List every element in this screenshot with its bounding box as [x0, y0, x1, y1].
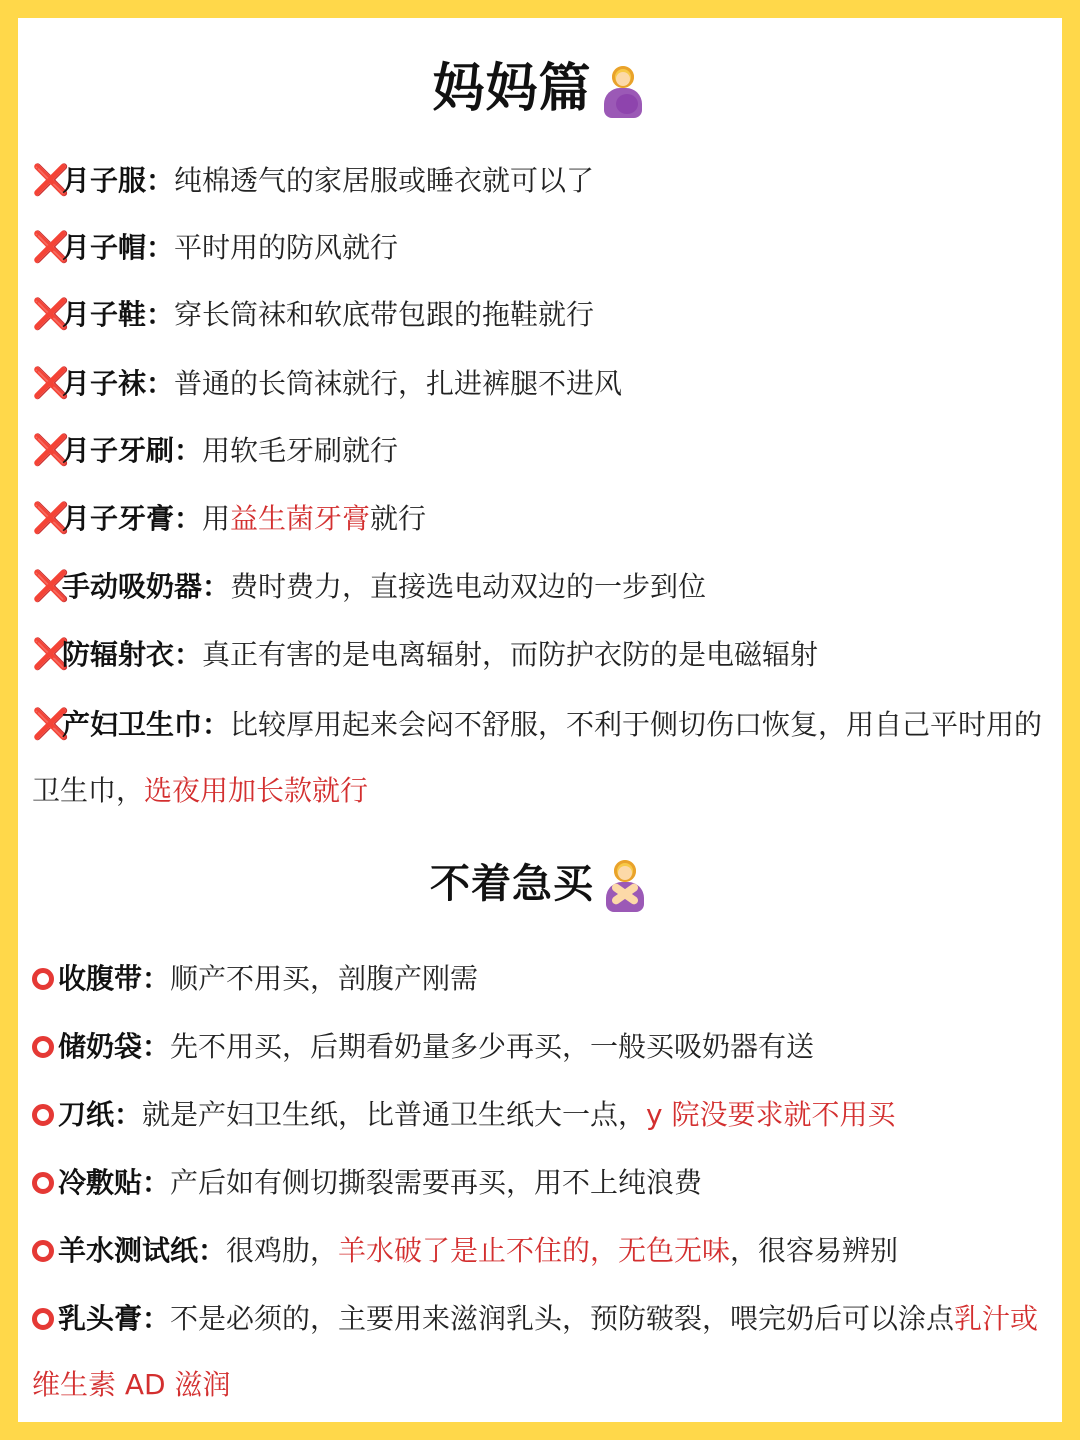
mom-item-radiation-suit: [32, 622, 1050, 688]
later-item-milk-bag: [32, 1014, 1050, 1080]
later-item-nipple-cream: [32, 1286, 1050, 1418]
item-label: 乳头膏：: [58, 1302, 171, 1335]
item-text-after: ，很容易辨别: [730, 1234, 899, 1267]
item-text: 就是产妇卫生纸，比普通卫生纸大一点，: [142, 1098, 647, 1131]
item-label: 储奶袋：: [58, 1030, 171, 1063]
mom-item-clothes: [32, 148, 1050, 214]
later-item-paper: [32, 1082, 1050, 1148]
gesturing-no-icon: [600, 858, 650, 914]
item-text: 不是必须的，主要用来滋润乳头，预防皲裂，喂完奶后可以涂点: [170, 1302, 955, 1335]
later-item-amniotic-test: [32, 1218, 1050, 1284]
mom-item-sanitary-pad: [32, 692, 1050, 824]
mom-section-title: [18, 54, 1062, 124]
item-label: 收腹带：: [58, 962, 171, 995]
cross-mark-icon: ❌: [32, 637, 70, 672]
cross-mark-icon: ❌: [32, 707, 70, 742]
cross-mark-icon: ❌: [32, 433, 70, 468]
circle-mark-icon: [32, 1240, 54, 1262]
item-text: 先不用买，后期看奶量多少再买，一般买吸奶器有送: [170, 1030, 815, 1063]
item-label: 冷敷贴：: [58, 1166, 171, 1199]
mom-item-toothbrush: [32, 418, 1050, 484]
item-text: 产后如有侧切撕裂需要再买，用不上纯浪费: [170, 1166, 703, 1199]
pregnant-woman-icon: [598, 64, 648, 120]
item-text-after: 就行: [370, 502, 427, 535]
circle-mark-icon: [32, 1104, 54, 1126]
later-title-text: 不着急买: [430, 861, 594, 907]
item-text: 纯棉透气的家居服或睡衣就可以了: [174, 164, 595, 197]
item-text: 平时用的防风就行: [174, 231, 399, 264]
item-label: 月子袜：: [62, 367, 175, 400]
item-text: 用软毛牙刷就行: [202, 434, 399, 467]
item-label: 月子牙刷：: [62, 434, 203, 467]
item-highlight: 羊水破了是止不住的，无色无味: [338, 1234, 731, 1267]
circle-mark-icon: [32, 1308, 54, 1330]
mom-item-hat: [32, 215, 1050, 281]
item-highlight: 选夜用加长款就行: [144, 774, 369, 807]
mom-item-toothpaste: [32, 486, 1050, 552]
circle-mark-icon: [32, 1172, 54, 1194]
cross-mark-icon: ❌: [32, 163, 70, 198]
mom-title-text: 妈妈篇: [432, 59, 592, 119]
item-label: 手动吸奶器：: [62, 570, 231, 603]
cross-mark-icon: ❌: [32, 297, 70, 332]
mom-item-breast-pump: [32, 554, 1050, 620]
item-label: 月子帽：: [62, 231, 175, 264]
item-text: 很鸡肋，: [226, 1234, 339, 1267]
content-card: [18, 18, 1062, 1422]
cross-mark-icon: ❌: [32, 569, 70, 604]
item-text: 比较厚用起来会闷不舒服，不利于侧切伤口恢复，用自己平时用的卫生巾，: [32, 708, 1043, 807]
circle-mark-icon: [32, 968, 54, 990]
mom-item-socks: [32, 351, 1050, 417]
later-item-cold-patch: [32, 1150, 1050, 1216]
item-highlight: 乳汁或维生素 AD 滋润: [32, 1302, 1039, 1401]
circle-mark-icon: [32, 1036, 54, 1058]
item-text: 普通的长筒袜就行，扎进裤腿不进风: [174, 367, 623, 400]
item-text: 顺产不用买，剖腹产刚需: [170, 962, 479, 995]
item-highlight: 益生菌牙膏: [230, 502, 371, 535]
item-label: 月子服：: [62, 164, 175, 197]
item-text: 穿长筒袜和软底带包跟的拖鞋就行: [174, 298, 595, 331]
mom-item-shoes: [32, 282, 1050, 348]
item-text: 费时费力，直接选电动双边的一步到位: [230, 570, 707, 603]
cross-mark-icon: ❌: [32, 501, 70, 536]
cross-mark-icon: ❌: [32, 230, 70, 265]
item-label: 月子牙膏：: [62, 502, 203, 535]
item-label: 防辐射衣：: [62, 638, 203, 671]
item-text: 用: [202, 502, 231, 535]
later-item-belly-band: [32, 946, 1050, 1012]
item-label: 月子鞋：: [62, 298, 175, 331]
item-label: 产妇卫生巾：: [62, 708, 231, 741]
item-text: 真正有害的是电离辐射，而防护衣防的是电磁辐射: [202, 638, 819, 671]
item-highlight: y 院没要求就不用买: [646, 1098, 896, 1131]
item-label: 羊水测试纸：: [58, 1234, 227, 1267]
cross-mark-icon: ❌: [32, 366, 70, 401]
later-section-title: [18, 854, 1062, 914]
item-label: 刀纸：: [58, 1098, 143, 1131]
